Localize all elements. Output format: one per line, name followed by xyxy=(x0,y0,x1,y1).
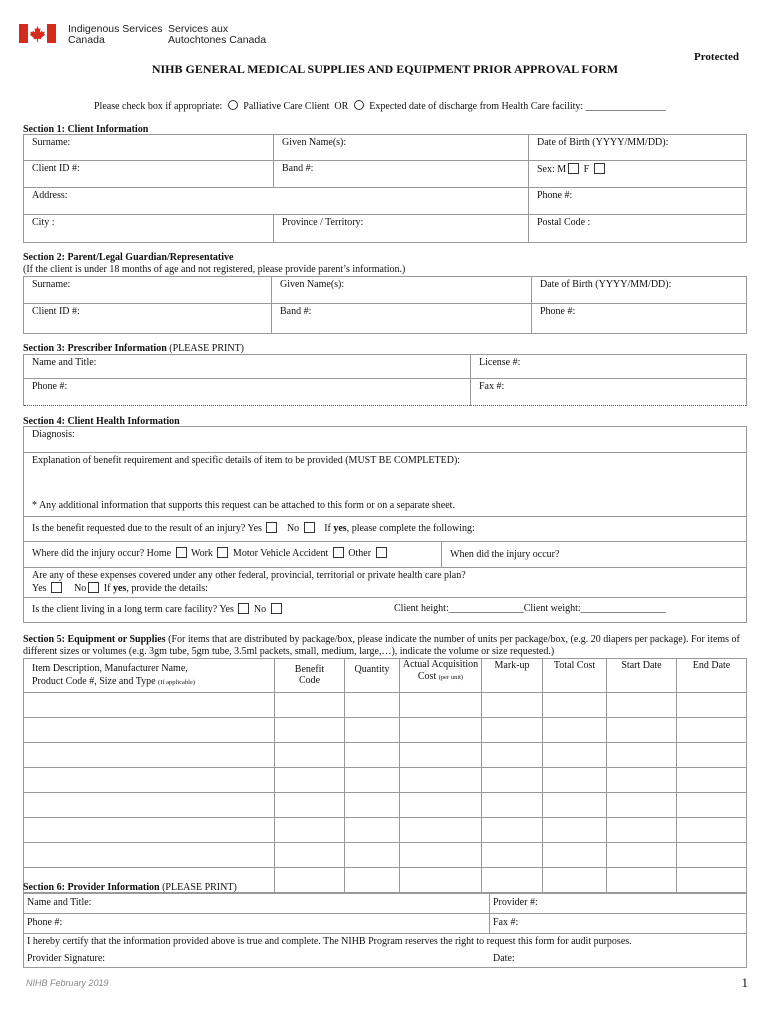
s6-phone-label: Phone #: xyxy=(27,917,63,928)
section1-title-text: Section 1: Client Information xyxy=(23,124,149,135)
section4-title-text: Section 4: Client Health Information xyxy=(23,416,180,427)
s1-sex-label: Sex: M xyxy=(537,164,567,175)
cell[interactable] xyxy=(275,768,345,793)
table-row xyxy=(24,768,747,793)
canada-flag-icon xyxy=(19,24,56,43)
discharge-label: Expected date of discharge from Health Care facility: ________________ xyxy=(369,101,666,112)
s6-certify-text: I hereby certify that the information provided above is true and complete. The NIHB Program reserves the right to request this form for audit purposes. xyxy=(27,936,632,947)
mva-checkbox[interactable] xyxy=(333,547,344,558)
s1-postal-field[interactable] xyxy=(529,215,747,243)
table-row xyxy=(24,818,747,843)
sex-f-checkbox[interactable] xyxy=(594,163,605,174)
table-row xyxy=(24,843,747,868)
cell[interactable] xyxy=(607,868,677,893)
cell[interactable] xyxy=(345,818,400,843)
s4-complete-label: , please complete the following: xyxy=(346,523,475,534)
cell[interactable] xyxy=(543,818,607,843)
section3-title-note: (PLEASE PRINT) xyxy=(169,343,245,354)
department-name-english xyxy=(68,24,163,46)
s6-name-field[interactable] xyxy=(24,894,490,914)
cell[interactable] xyxy=(543,743,607,768)
dept-fr-line1: Services aux xyxy=(168,23,229,35)
col-item-line2: Product Code #, Size and Type xyxy=(32,676,156,687)
col-item-description xyxy=(24,659,275,693)
s4-details-label: , provide the details: xyxy=(126,583,208,594)
cell[interactable] xyxy=(677,818,747,843)
col-quantity xyxy=(345,659,400,693)
s4-diagnosis-label: Diagnosis: xyxy=(32,429,75,440)
s4-covered-no-label: No xyxy=(74,583,87,594)
cell[interactable] xyxy=(275,843,345,868)
cell[interactable] xyxy=(677,693,747,718)
dept-fr-line2: Autochtones Canada xyxy=(168,34,267,46)
section4-table xyxy=(23,426,747,623)
injury-no-checkbox[interactable] xyxy=(304,522,315,533)
col-cost-small: (per unit) xyxy=(438,674,464,681)
s1-client-id-label: Client ID #: xyxy=(32,163,80,174)
s4-injury-question: Is the benefit requested due to the result of an injury? Yes xyxy=(32,523,262,534)
s4-yes-word: yes xyxy=(333,523,347,534)
col-item-line1: Item Description, Manufacturer Name, xyxy=(32,663,188,674)
s1-postal-label: Postal Code : xyxy=(537,217,591,228)
s1-phone-label: Phone #: xyxy=(537,190,573,201)
col-cost-line2: Cost xyxy=(417,671,437,682)
s6-name-label: Name and Title: xyxy=(27,897,92,908)
section3-title-text: Section 3: Prescriber Information xyxy=(23,343,167,354)
s4-when-field[interactable] xyxy=(442,542,747,568)
cell[interactable] xyxy=(482,743,543,768)
col-total-cost xyxy=(543,659,607,693)
s3-fax-label: Fax #: xyxy=(479,381,505,392)
cell[interactable] xyxy=(677,793,747,818)
s2-band-field[interactable] xyxy=(272,304,532,334)
cell[interactable] xyxy=(345,743,400,768)
s1-province-field[interactable] xyxy=(274,215,529,243)
s4-injury-no-label: No xyxy=(286,523,300,534)
cell[interactable] xyxy=(543,768,607,793)
s4-explanation-label: Explanation of benefit requirement and specific details of item to be provided (MUST BE COMPLETED): xyxy=(32,455,461,466)
protected-label: Protected xyxy=(694,51,739,63)
s1-band-field[interactable] xyxy=(274,161,529,188)
cell[interactable] xyxy=(543,843,607,868)
cell[interactable] xyxy=(607,693,677,718)
s1-given-field[interactable] xyxy=(274,135,529,161)
page-number: 1 xyxy=(741,975,748,990)
cell[interactable] xyxy=(400,868,482,893)
col-end-label: End Date xyxy=(692,660,731,671)
s1-phone-field[interactable] xyxy=(529,188,747,215)
s6-fax-field[interactable] xyxy=(490,914,747,934)
col-acquisition-cost xyxy=(400,659,482,693)
s4-injury-row xyxy=(24,517,747,542)
cell[interactable] xyxy=(607,818,677,843)
covered-yes-checkbox[interactable] xyxy=(51,582,62,593)
s3-phone-field[interactable] xyxy=(24,379,471,406)
palliative-radio[interactable] xyxy=(228,100,238,110)
s2-phone-field[interactable] xyxy=(532,304,747,334)
table-row xyxy=(24,718,747,743)
table-row xyxy=(24,743,747,768)
section2-title-text: Section 2: Parent/Legal Guardian/Representative xyxy=(23,252,234,263)
s4-mva-label: Motor Vehicle Accident xyxy=(232,548,329,559)
palliative-label: Palliative Care Client xyxy=(243,101,330,112)
cell[interactable] xyxy=(400,818,482,843)
s4-height-weight-label: Client height:_______________Client weight:_________________ xyxy=(394,603,666,614)
s1-band-label: Band #: xyxy=(282,163,314,174)
s2-given-field[interactable] xyxy=(272,277,532,304)
cell[interactable] xyxy=(24,718,275,743)
s1-city-label: City : xyxy=(32,217,55,228)
department-name-french xyxy=(168,24,266,46)
s4-ltc-no-label: No xyxy=(253,604,267,615)
cell[interactable] xyxy=(24,843,275,868)
s4-where-row xyxy=(24,542,442,568)
s4-covered-question: Are any of these expenses covered under any other federal, provincial, territorial or private health care plan? xyxy=(32,570,466,581)
cell[interactable] xyxy=(275,693,345,718)
s1-address-label: Address: xyxy=(32,190,68,201)
col-benefit-label: Benefit Code xyxy=(294,664,325,686)
cell[interactable] xyxy=(275,818,345,843)
cell[interactable] xyxy=(543,793,607,818)
s1-dob-field[interactable] xyxy=(529,135,747,161)
section2-table xyxy=(23,276,747,334)
s4-additional-note: * Any additional information that supports this request can be attached to this form or on a separate sheet. xyxy=(32,500,455,511)
cell[interactable] xyxy=(345,693,400,718)
ltc-no-checkbox[interactable] xyxy=(271,603,282,614)
s4-covered-yes-label: Yes xyxy=(32,583,47,594)
s4-diagnosis-field[interactable] xyxy=(24,427,747,453)
s4-ltc-row xyxy=(24,598,747,623)
s1-surname-field[interactable] xyxy=(24,135,274,161)
section2-title xyxy=(23,252,233,263)
s6-fax-label: Fax #: xyxy=(493,917,519,928)
form-title: NIHB GENERAL MEDICAL SUPPLIES AND EQUIPMENT PRIOR APPROVAL FORM xyxy=(151,62,619,76)
section6-table xyxy=(23,893,747,968)
cell[interactable] xyxy=(400,718,482,743)
section5-title-text: Section 5: Equipment or Supplies xyxy=(23,634,166,645)
cell[interactable] xyxy=(400,768,482,793)
col-total-label: Total Cost xyxy=(553,660,596,671)
dept-en-line2: Canada xyxy=(68,34,105,46)
col-item-small: (If applicable) xyxy=(158,679,196,686)
or-label: OR xyxy=(334,101,349,112)
s4-when-label: When did the injury occur? xyxy=(450,549,560,560)
s6-provider-field[interactable] xyxy=(490,894,747,914)
col-benefit-code xyxy=(275,659,345,693)
cell[interactable] xyxy=(607,793,677,818)
s3-phone-label: Phone #: xyxy=(32,381,68,392)
cell[interactable] xyxy=(482,718,543,743)
covered-no-checkbox[interactable] xyxy=(88,582,99,593)
s6-provider-label: Provider #: xyxy=(493,897,538,908)
cell[interactable] xyxy=(345,793,400,818)
s2-surname-label: Surname: xyxy=(32,279,71,290)
discharge-radio[interactable] xyxy=(354,100,364,110)
cell[interactable] xyxy=(400,743,482,768)
cell[interactable] xyxy=(482,793,543,818)
s2-given-label: Given Name(s): xyxy=(280,279,345,290)
cell[interactable] xyxy=(482,693,543,718)
s1-city-field[interactable] xyxy=(24,215,274,243)
s1-address-field[interactable] xyxy=(24,188,529,215)
s1-f-label: F xyxy=(583,164,590,175)
other-checkbox[interactable] xyxy=(376,547,387,558)
s6-date-label[interactable]: Date: xyxy=(493,953,515,964)
table-row xyxy=(24,693,747,718)
s6-phone-field[interactable] xyxy=(24,914,490,934)
cell[interactable] xyxy=(607,768,677,793)
section2-note: (If the client is under 18 months of age and not registered, please provide parent’s information.) xyxy=(23,264,406,275)
s3-license-field[interactable] xyxy=(471,355,747,379)
cell[interactable] xyxy=(24,768,275,793)
s4-covered-row xyxy=(24,568,747,598)
s2-client-id-label: Client ID #: xyxy=(32,306,80,317)
cell[interactable] xyxy=(24,693,275,718)
cell[interactable] xyxy=(275,793,345,818)
section3-title xyxy=(23,343,244,354)
cell[interactable] xyxy=(543,868,607,893)
cell[interactable] xyxy=(400,843,482,868)
dept-en-line1: Indigenous Services xyxy=(68,23,163,35)
cell[interactable] xyxy=(24,793,275,818)
s2-phone-label: Phone #: xyxy=(540,306,576,317)
cell[interactable] xyxy=(345,843,400,868)
s3-fax-field[interactable] xyxy=(471,379,747,406)
s6-signature-label[interactable]: Provider Signature: xyxy=(27,953,106,964)
section5-intro: (For items that are distributed by package/box, please indicate the number of units per package/box, (e.g. 20 diapers per package). For items of different sizes or volumes (e.g. 3gm tube, 5gm tube, 3.5ml packets, small, medium, large,…), indicate the volume or size requested.) xyxy=(23,634,740,657)
s1-given-label: Given Name(s): xyxy=(282,137,347,148)
cell[interactable] xyxy=(482,818,543,843)
s4-explanation-field[interactable] xyxy=(24,453,747,517)
check-line xyxy=(94,100,666,112)
section6-title xyxy=(23,882,237,893)
section6-title-text: Section 6: Provider Information xyxy=(23,882,160,893)
table-row xyxy=(24,793,747,818)
s1-client-id-field[interactable] xyxy=(24,161,274,188)
s2-client-id-field[interactable] xyxy=(24,304,272,334)
cell[interactable] xyxy=(482,768,543,793)
section1-table xyxy=(23,134,747,243)
work-checkbox[interactable] xyxy=(217,547,228,558)
cell[interactable] xyxy=(677,768,747,793)
home-checkbox[interactable] xyxy=(176,547,187,558)
section3-table xyxy=(23,354,747,406)
injury-yes-checkbox[interactable] xyxy=(266,522,277,533)
cell[interactable] xyxy=(24,818,275,843)
cell[interactable] xyxy=(400,793,482,818)
s1-surname-label: Surname: xyxy=(32,137,71,148)
s1-sex-field xyxy=(529,161,747,188)
s6-certify-field xyxy=(24,934,747,968)
cell[interactable] xyxy=(400,693,482,718)
col-qty-label: Quantity xyxy=(354,664,390,675)
cell[interactable] xyxy=(677,868,747,893)
s2-dob-field[interactable] xyxy=(532,277,747,304)
s3-name-label: Name and Title: xyxy=(32,357,97,368)
section5-table xyxy=(23,658,747,893)
cell[interactable] xyxy=(543,718,607,743)
s4-other-label: Other xyxy=(348,548,372,559)
ltc-yes-checkbox[interactable] xyxy=(238,603,249,614)
cell[interactable] xyxy=(24,743,275,768)
s2-surname-field[interactable] xyxy=(24,277,272,304)
cell[interactable] xyxy=(607,843,677,868)
col-start-date xyxy=(607,659,677,693)
s2-dob-label: Date of Birth (YYYY/MM/DD): xyxy=(540,279,672,290)
s4-where-question: Where did the injury occur? Home xyxy=(32,548,172,559)
col-markup-label: Mark-up xyxy=(494,660,530,671)
cell[interactable] xyxy=(345,768,400,793)
s2-band-label: Band #: xyxy=(280,306,312,317)
sex-m-checkbox[interactable] xyxy=(568,163,579,174)
col-markup xyxy=(482,659,543,693)
s4-covered-yes-word: yes xyxy=(112,583,127,594)
section6-title-note: (PLEASE PRINT) xyxy=(162,882,237,893)
cell[interactable] xyxy=(345,868,400,893)
footer-version: NIHB February 2019 xyxy=(26,978,109,988)
s1-dob-label: Date of Birth (YYYY/MM/DD): xyxy=(537,137,669,148)
s3-license-label: License #: xyxy=(479,357,521,368)
col-start-label: Start Date xyxy=(621,660,662,671)
cell[interactable] xyxy=(275,743,345,768)
s4-covered-if-label: If xyxy=(103,583,111,594)
cell[interactable] xyxy=(482,868,543,893)
col-end-date xyxy=(677,659,747,693)
cell[interactable] xyxy=(543,693,607,718)
cell[interactable] xyxy=(607,743,677,768)
cell[interactable] xyxy=(275,868,345,893)
cell[interactable] xyxy=(482,843,543,868)
cell[interactable] xyxy=(345,718,400,743)
s1-province-label: Province / Territory: xyxy=(282,217,364,228)
cell[interactable] xyxy=(677,743,747,768)
col-cost-line1: Actual Acquisition xyxy=(402,659,479,670)
section5-title xyxy=(23,634,749,658)
cell[interactable] xyxy=(607,718,677,743)
s4-ltc-question: Is the client living in a long term care facility? Yes xyxy=(32,604,234,615)
cell[interactable] xyxy=(677,843,747,868)
check-prompt: Please check box if appropriate: xyxy=(94,101,223,112)
cell[interactable] xyxy=(677,718,747,743)
cell[interactable] xyxy=(275,718,345,743)
s4-work-label: Work xyxy=(190,548,213,559)
s3-name-field[interactable] xyxy=(24,355,471,379)
s4-if-label: If xyxy=(324,523,331,534)
